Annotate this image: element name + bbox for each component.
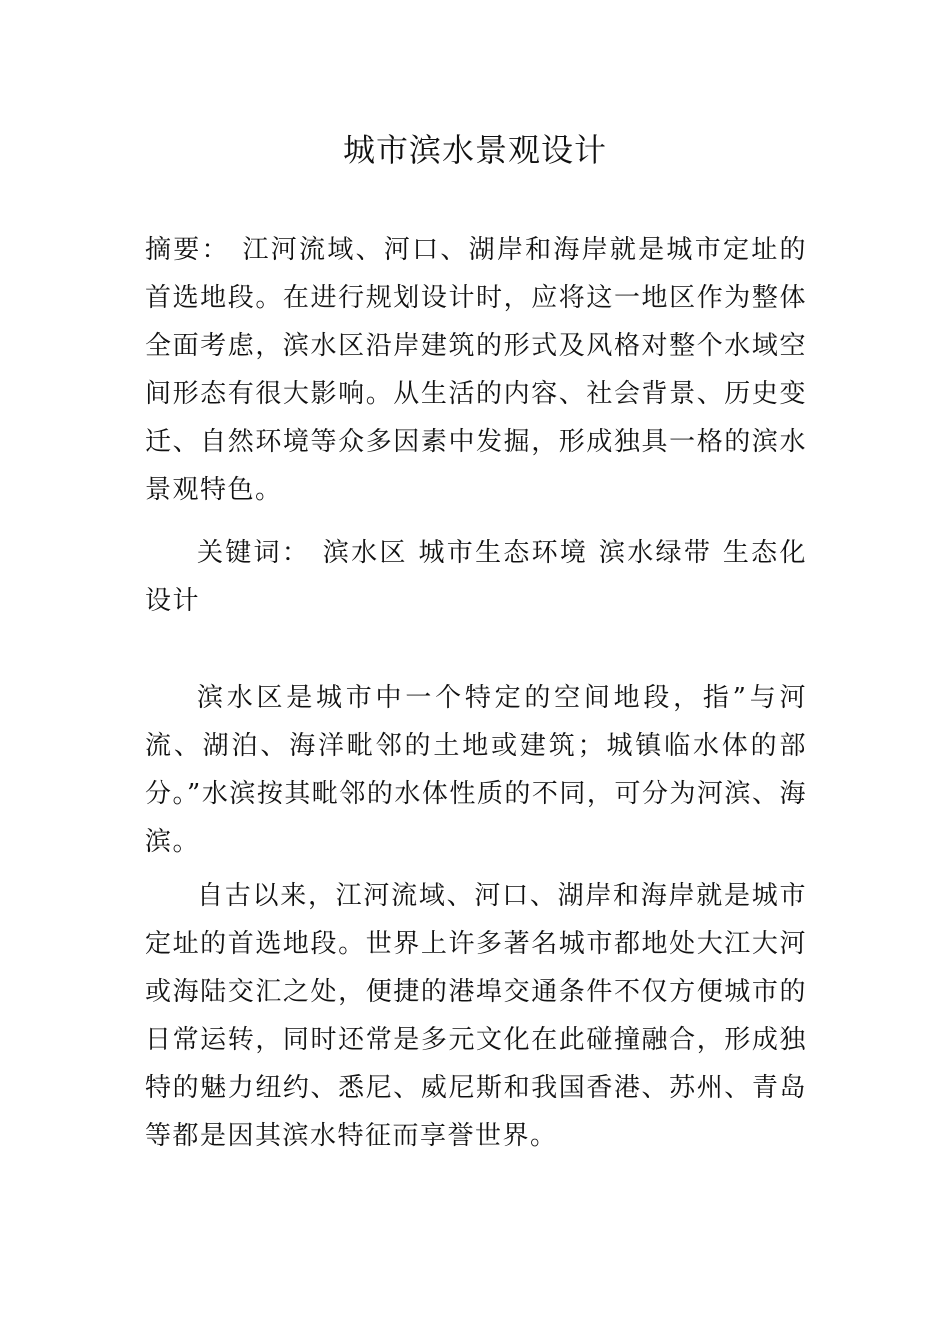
- keyword-item: 滨水区: [322, 538, 408, 568]
- abstract-label: 摘要：: [145, 235, 230, 265]
- keyword-item: 生态化设计: [145, 538, 807, 616]
- keywords-paragraph: [145, 529, 807, 625]
- body-paragraph-2: 自古以来，江河流域、河口、湖岸和海岸就是城市定址的首选地段。世界上许多著名城市都地处大江大河或海陆交汇之处，便捷的港埠交通条件不仅方便城市的日常运转，同时还常是多元文化在此碰撞融合，形成独特的魅力纽约、悉尼、威尼斯和我国香港、苏州、青岛等都是因其滨水特征而享誉世界。: [145, 881, 807, 1151]
- body-paragraph-1: 滨水区是城市中一个特定的空间地段，指”与河流、湖泊、海洋毗邻的土地或建筑；城镇临水体的部分。”水滨按其毗邻的水体性质的不同，可分为河滨、海滨。: [145, 683, 807, 857]
- document-title: 城市滨水景观设计: [342, 131, 607, 169]
- abstract-text: 江河流域、河口、湖岸和海岸就是城市定址的首选地段。在进行规划设计时，应将这一地区作为整体全面考虑，滨水区沿岸建筑的形式及风格对整个水域空间形态有很大影响。从生活的内容、社会背景、历史变迁、自然环境等众多因素中发掘，形成独具一格的滨水景观特色。: [145, 235, 807, 505]
- keyword-item: 滨水绿带: [598, 538, 713, 568]
- abstract-paragraph: [145, 226, 807, 514]
- keyword-item: 城市生态环境: [417, 538, 589, 568]
- keywords-label: 关键词：: [197, 538, 311, 568]
